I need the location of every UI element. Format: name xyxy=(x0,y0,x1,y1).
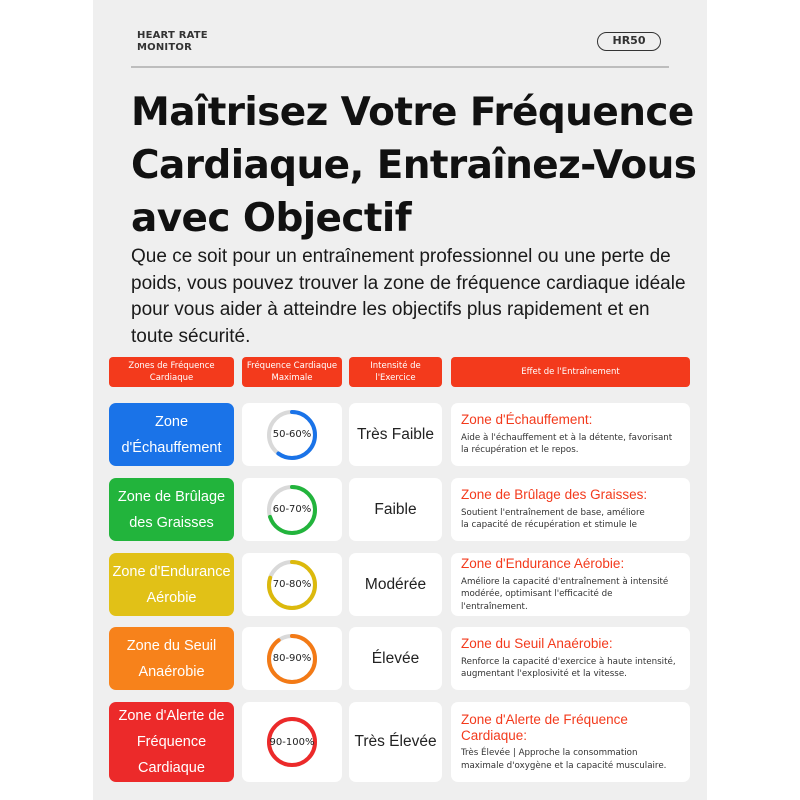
intensity-value: Modérée xyxy=(364,575,427,593)
effect-desc-line: augmentant l'explosivité et la vitesse. xyxy=(461,669,627,680)
zone-label-line: Aérobie xyxy=(146,589,197,606)
zone-label-line: Fréquence xyxy=(136,734,207,750)
effect-title-line: Cardiaque: xyxy=(461,727,528,743)
effect-desc-line: Aide à l'échauffement et à la détente, favorisant xyxy=(461,432,673,443)
effect-desc-line: la capacité de récupération et stimule le xyxy=(461,520,638,531)
zone-label-box xyxy=(109,478,234,541)
zone-label-line: d'Échauffement xyxy=(121,439,222,456)
zone-label-box xyxy=(109,553,234,616)
intensity-value: Élevée xyxy=(371,649,420,667)
max-freq-range: 70-80% xyxy=(272,579,312,590)
title-line-3: avec Objectif xyxy=(131,196,412,241)
max-freq-card xyxy=(242,403,342,466)
max-freq-range: 90-100% xyxy=(269,736,315,748)
zone-label-line: Zone du Seuil xyxy=(126,637,217,654)
header-effect xyxy=(451,357,690,387)
header-intensity xyxy=(349,357,442,387)
zone-label-box xyxy=(109,403,234,466)
brand-line-2: MONITOR xyxy=(137,42,192,53)
title-line-1: Maîtrisez Votre Fréquence xyxy=(131,90,694,135)
effect-card xyxy=(451,627,690,690)
effect-description xyxy=(461,656,680,681)
zone-label-line: Zone xyxy=(154,413,189,430)
model-badge: HR50 xyxy=(597,32,661,51)
progress-ring xyxy=(265,483,319,537)
effect-title xyxy=(461,556,680,572)
intensity-card xyxy=(349,702,442,782)
effect-desc-line: modérée, optimisant l'efficacité de xyxy=(461,589,613,599)
header-divider xyxy=(131,66,669,68)
effect-desc-line: Soutient l'entraînement de base, améliore xyxy=(461,507,645,518)
header-max-freq xyxy=(242,357,342,387)
effect-desc-line: la récupération et le repos. xyxy=(461,445,579,456)
max-freq-range: 60-70% xyxy=(272,504,312,515)
intensity-value: Très Faible xyxy=(357,425,434,443)
header-freq-line-1: Fréquence Cardiaque xyxy=(246,361,338,371)
effect-card xyxy=(451,702,690,782)
zone-label-line: Zone d'Endurance xyxy=(112,563,231,580)
effect-title-line: Zone du Seuil Anaérobie: xyxy=(461,636,613,652)
intro-line-1: Que ce soit pour un entraînement professionnel ou une perte de xyxy=(131,246,671,267)
effect-title xyxy=(461,487,680,503)
title-line-2: Cardiaque, Entraînez-Vous xyxy=(131,143,697,188)
effect-description xyxy=(461,576,680,614)
effect-card xyxy=(451,553,690,616)
header-freq-line-2: Maximale xyxy=(271,373,313,383)
page-title xyxy=(131,86,697,245)
intensity-card xyxy=(349,478,442,541)
intro-paragraph xyxy=(131,244,691,350)
effect-title-line: Zone d'Alerte de Fréquence xyxy=(461,712,628,727)
intensity-value: Très Élevée xyxy=(354,733,437,750)
effect-desc-line: Améliore la capacité d'entraînement à intensité xyxy=(461,576,669,587)
intro-line-4: toute sécurité. xyxy=(131,325,251,347)
effect-desc-line: maximale d'oxygène et la capacité musculaire. xyxy=(461,760,667,771)
effect-title-line: Zone d'Endurance Aérobie: xyxy=(461,556,625,571)
intensity-card xyxy=(349,553,442,616)
max-freq-card xyxy=(242,553,342,616)
effect-title xyxy=(461,412,680,428)
zone-label-line: Zone d'Alerte de xyxy=(118,708,225,724)
effect-title xyxy=(461,636,680,652)
brand-label xyxy=(137,30,208,54)
header-int-line-2: l'Exercice xyxy=(375,373,416,383)
header-int-line-1: Intensité de xyxy=(370,361,421,371)
intensity-card xyxy=(349,403,442,466)
max-freq-range: 80-90% xyxy=(272,653,312,664)
intensity-card xyxy=(349,627,442,690)
effect-desc-line: Renforce la capacité d'exercice à haute intensité, xyxy=(461,656,676,667)
progress-ring xyxy=(265,715,319,769)
header-zones-line-1: Zones de Fréquence xyxy=(128,361,215,371)
zone-label-line: Cardiaque xyxy=(138,760,205,776)
intro-line-3: pour vous aider à atteindre les objectifs plus rapidement et en xyxy=(131,299,650,320)
effect-card xyxy=(451,478,690,541)
max-freq-card xyxy=(242,627,342,690)
effect-card xyxy=(451,403,690,466)
max-freq-card xyxy=(242,478,342,541)
zone-label-box xyxy=(109,627,234,690)
progress-ring xyxy=(265,558,319,612)
header-effect-label: Effet de l'Entraînement xyxy=(521,367,620,377)
intro-line-2: poids, vous pouvez trouver la zone de fréquence cardiaque idéale xyxy=(131,272,686,294)
effect-description xyxy=(461,432,680,457)
header-zones xyxy=(109,357,234,387)
max-freq-card xyxy=(242,702,342,782)
effect-desc-line: l'entraînement. xyxy=(461,601,528,612)
progress-ring xyxy=(265,632,319,686)
effect-desc-line: Très Élevée | Approche la consommation xyxy=(461,748,638,758)
effect-title-line: Zone d'Échauffement: xyxy=(461,412,593,428)
effect-title-line: Zone de Brûlage des Graisses: xyxy=(461,487,648,503)
effect-description xyxy=(461,747,680,772)
zone-label-line: Zone de Brûlage xyxy=(117,488,226,505)
progress-ring xyxy=(265,408,319,462)
zone-label-box xyxy=(109,702,234,782)
effect-description xyxy=(461,507,680,532)
zone-label-line: Anaérobie xyxy=(138,663,205,680)
effect-title xyxy=(461,712,680,743)
max-freq-range: 50-60% xyxy=(272,429,312,440)
header-zones-line-2: Cardiaque xyxy=(149,373,194,383)
brand-line-1: HEART RATE xyxy=(137,30,208,41)
zone-label-line: des Graisses xyxy=(129,514,214,531)
intensity-value: Faible xyxy=(374,500,417,518)
